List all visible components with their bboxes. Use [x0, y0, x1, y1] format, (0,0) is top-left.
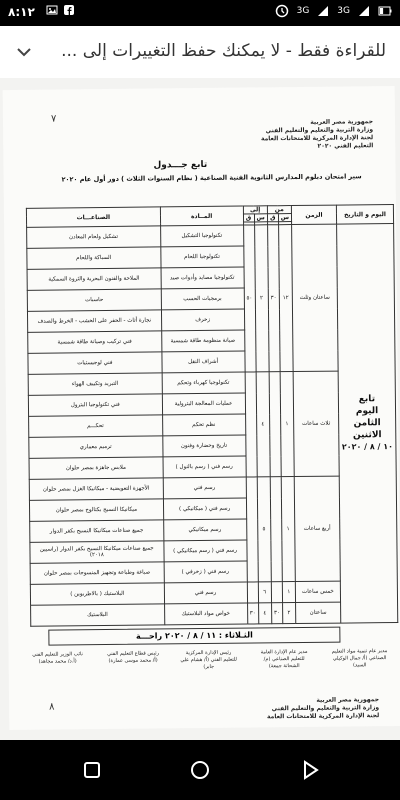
industry-cell: ملابس جاهزة بمصر حلوان	[29, 457, 163, 479]
time-cell: ٤	[256, 372, 270, 477]
industry-cell: جميع صناعات ميكانيكا النسيج بكفر الدوار	[30, 520, 164, 542]
industry-cell: ترميم معماري	[29, 436, 163, 458]
settings-status-icon	[275, 4, 289, 18]
industry-cell: ميكانيكا النسيج بكتالوج بمصر حلوان	[29, 499, 163, 521]
header-line: وزارة التربية والتعليم والتعليم الفني	[265, 126, 374, 135]
subject-cell: خواص مواد البلاستيك	[164, 603, 247, 625]
table-subtitle: سير امتحان دبلوم المدارس الثانوية الفنية الصناعية ( نظام السنوات الثلاث ) دور أول عام ٢٠٢٠	[61, 172, 362, 184]
back-icon	[298, 758, 322, 782]
rest-day-bar: الثـلاثاء : ١١ / ٨ / ٢٠٢٠ راحـــة	[48, 627, 340, 646]
day-label: الاثنين	[352, 430, 382, 441]
industry-cell: تحكـــم	[29, 415, 163, 437]
col-hour: س	[254, 214, 267, 222]
time-cell: ٢	[282, 603, 296, 624]
status-bar	[0, 0, 400, 26]
signature: مدير عام الإدارة العامة للتعليم الصناعي (م/ الشحاتة جمعة)	[260, 648, 308, 670]
day-label: تابع	[358, 394, 376, 405]
page-number: ٧	[50, 113, 57, 125]
recents-icon	[80, 758, 104, 782]
time-cell: ٤	[258, 603, 272, 624]
duration-cell: خمس ساعات	[295, 581, 340, 602]
time-cell: ٢	[254, 225, 269, 372]
col-day-date: اليوم و التاريخ	[336, 204, 393, 224]
time-cell	[245, 372, 257, 477]
document-title: للقراءة فقط - لا يمكنك حفظ التغييرات إلى ...	[61, 41, 386, 61]
col-minute: ق	[267, 214, 278, 222]
signal-2-label: 3G	[296, 6, 310, 16]
time-cell: ١	[281, 477, 295, 582]
time-cell	[271, 582, 282, 603]
header-line: جمهورية مصر العربية	[310, 118, 374, 126]
table-row	[27, 223, 394, 248]
facebook-icon	[63, 4, 75, 16]
time-cell: ١	[280, 372, 294, 477]
subject-cell: تكنولوجيا التشكيل	[160, 225, 243, 247]
day-date: ١٠ / ٨ / ٢٠٢٠	[341, 442, 394, 452]
duration-cell: أربع ساعات	[294, 476, 340, 581]
subject-cell: رسم فني ( زخرفي )	[164, 561, 247, 583]
time-cell: ٥٠	[243, 225, 255, 372]
subject-cell: تاريخ وحضارة وفنون	[162, 435, 245, 457]
industry-cell: البلاستيك ( بالاطريوين )	[30, 583, 164, 605]
subject-cell: تكنولوجيا اللحام	[160, 246, 243, 268]
subject-cell: صيانة منظومة طاقة شمسية	[161, 330, 244, 352]
day-label: اليوم الثامن	[353, 406, 381, 429]
industry-cell: الأجهزة التعويضية - ميكانيكا الغزل بمصر حلوان	[29, 478, 163, 500]
header-line: وزارة التربية والتعليم والتعليم الفني	[271, 704, 380, 713]
status-notification-icons	[46, 4, 75, 16]
subject-cell: أشراف النقل	[162, 351, 245, 373]
industry-cell: التبريد وتكييف الهواء	[28, 373, 162, 395]
industry-cell: حاسبات	[27, 289, 161, 311]
col-minute: ق	[243, 214, 254, 222]
industry-cell: فني تكنولوجيا البترول	[28, 394, 162, 416]
col-industries: الصناعـــات	[26, 207, 160, 227]
subject-cell: رسم فني	[164, 582, 247, 604]
subject-cell: رسم فني ( رسم ميكانيكي )	[163, 540, 246, 562]
signal-1-label: 3G	[337, 6, 350, 16]
system-nav-bar	[0, 740, 400, 800]
subject-cell: عمليات المعالجة البترولية	[162, 393, 245, 415]
subject-cell: برمجيات الحسب	[161, 288, 244, 310]
col-hour: س	[278, 214, 291, 222]
expand-chevron-icon[interactable]	[12, 40, 36, 64]
signature: رئيس الإدارة المركزية للتعليم الفني (أ/ هشام علي جابر)	[180, 649, 237, 670]
industry-cell: السباكة واللحام	[27, 247, 161, 269]
day-cell	[337, 223, 398, 623]
industry-cell: تشكيل ولحام المعادن	[27, 226, 161, 248]
col-subject: المــادة	[160, 206, 243, 226]
home-icon	[188, 758, 212, 782]
time-cell	[269, 372, 281, 477]
col-time: الزمن	[291, 205, 336, 224]
app-bar	[0, 26, 400, 79]
signature: نائب الوزير للتعليم الفني (أ.د/ محمد مجاهد)	[32, 651, 83, 665]
header-line: لجنة الإدارة المركزية للامتحانات العامة	[266, 712, 380, 721]
time-cell	[246, 477, 258, 582]
time-cell	[247, 582, 258, 603]
next-page-header	[267, 696, 379, 721]
page-number-next: ٨	[49, 701, 55, 713]
subject-cell: رسم فني	[163, 477, 246, 499]
col-from: من	[267, 206, 291, 214]
industry-cell: البلاستيك	[31, 604, 165, 626]
signature: رئيس قطاع التعليم الفني (أ/ محمد موسى عمارة)	[107, 650, 160, 664]
duration-cell: ساعتان وثلث	[292, 224, 339, 371]
image-icon	[46, 4, 58, 16]
signal-icon-2	[358, 5, 370, 17]
document-page	[3, 86, 400, 730]
industry-cell: نجارة أثاث - الحفر على الخشب - الخرط والصدف	[27, 310, 161, 332]
industry-cell: جميع صناعات ميكانيكا النسيج بكفر الدوار (راسيين ٢٠١٨)	[30, 541, 164, 563]
subject-cell: نظم تحكم	[162, 414, 245, 436]
table-title: تابع جـــدول	[153, 159, 208, 171]
subject-cell: تكنولوجيا مصايد وأدوات صيد	[161, 267, 244, 289]
subject-cell: زخرف	[161, 309, 244, 331]
time-cell: ١٢	[278, 225, 293, 372]
status-system-icons	[275, 4, 392, 18]
duration-cell: ثلاث ساعات	[293, 371, 339, 476]
header-line: التعليم الفني ٢٠٢٠	[317, 142, 374, 150]
exam-schedule-table	[26, 204, 398, 627]
col-to: إلى	[243, 206, 267, 214]
time-cell: ٣٠	[247, 603, 258, 624]
industry-cell: فني لوجيستيات	[28, 352, 162, 374]
duration-cell: ساعتان	[296, 602, 341, 623]
recents-button[interactable]	[80, 758, 104, 782]
industry-cell: فني تركيب وصيانة طاقة شمسية	[28, 331, 162, 353]
industry-cell: صباغة وطباعة وتجهيز المنسوجات بمصر حلوان	[30, 562, 164, 584]
signature: مدير عام تنمية مواد التعليم الصناعي (أ/ جمال الوكيلي السيد)	[331, 648, 388, 669]
time-cell: ٣٠	[271, 603, 282, 624]
subject-cell: رسم ميكانيكي	[163, 519, 246, 541]
time-cell: ٦	[258, 582, 272, 603]
status-time: ٨:١٢	[8, 5, 35, 19]
header-line: جمهورية مصر العربية	[316, 696, 380, 704]
header-line: لجنة الإدارة المركزية للامتحانات العامة	[260, 134, 374, 143]
document-viewer[interactable]	[0, 78, 400, 740]
industry-cell: الملاحة والفنون البحرية والثروة السمكية	[27, 268, 161, 290]
time-cell: ٣٠	[267, 225, 279, 372]
battery-icon	[378, 5, 392, 17]
subject-cell: تكنولوجيا كهرباء وتحكم	[162, 372, 245, 394]
subject-cell: رسم فني ( ميكانيكي )	[163, 498, 246, 520]
subject-cell: رسم فني ( رسم بالنول )	[163, 456, 246, 478]
time-cell: ١	[282, 582, 296, 603]
signatures-row	[29, 648, 389, 673]
back-button[interactable]	[298, 758, 322, 782]
time-cell	[270, 477, 282, 582]
time-cell: ٥	[257, 477, 271, 582]
signal-icon	[317, 5, 329, 17]
home-button[interactable]	[188, 758, 212, 782]
ministry-header	[261, 118, 374, 151]
